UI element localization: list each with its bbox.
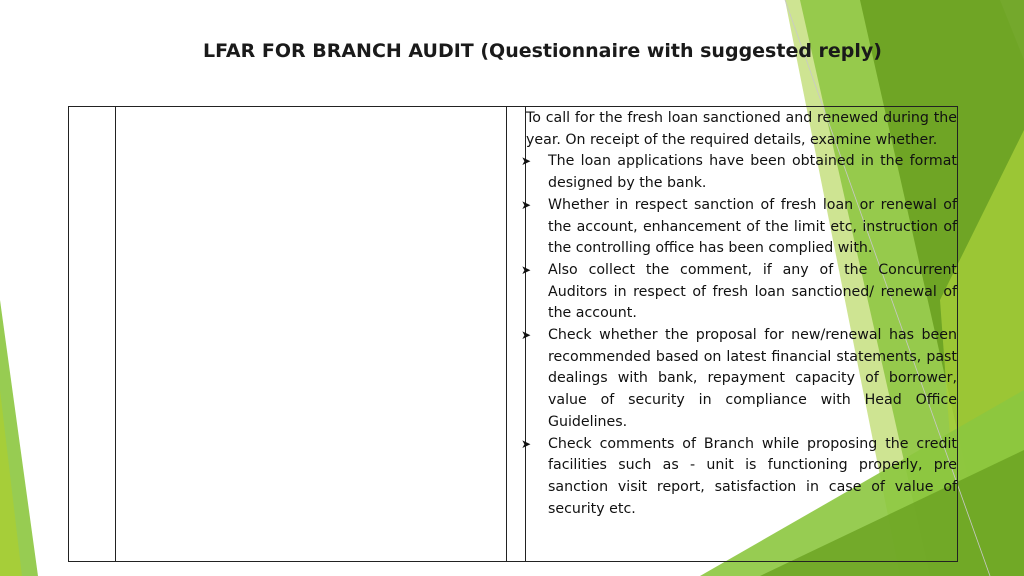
list-item: [521, 260, 957, 325]
list-item: [521, 151, 957, 194]
point-text: Check comments of Branch while proposing the credit facilities such as - unit is functioning properly, pre sanction visit report, satisfaction in case of value of security etc.: [548, 435, 957, 517]
point-text: Whether in respect sanction of fresh loan or renewal of the account, enhancement of the limit etc, instruction of the controlling office has been complied with.: [548, 196, 957, 257]
list-item: [521, 195, 957, 260]
arrow-bullet-icon: ➤: [521, 328, 532, 343]
point-text: Also collect the comment, if any of the Concurrent Auditors in respect of fresh loan sanctioned/ renewal of the account.: [548, 261, 957, 322]
list-item: [521, 325, 957, 434]
point-text: The loan applications have been obtained in the format designed by the bank.: [548, 153, 957, 192]
arrow-bullet-icon: ➤: [521, 197, 532, 212]
intro-text: To call for the fresh loan sanctioned and renewed during the year. On receipt of the required details, examine whether.: [526, 110, 957, 148]
arrow-bullet-icon: ➤: [521, 436, 532, 451]
point-text: Check whether the proposal for new/renewal has been recommended based on latest financial statements, past dealings with bank, repayment capacity of borrower, value of security in compliance with Head Office Guidelines.: [548, 327, 957, 430]
arrow-bullet-icon: ➤: [521, 154, 532, 169]
table-row: [69, 107, 958, 562]
list-item: [521, 434, 957, 521]
points-list: [521, 151, 957, 520]
arrow-bullet-icon: ➤: [521, 262, 532, 277]
questionnaire-table: [68, 106, 958, 562]
serial-cell: [69, 107, 116, 562]
page-title: LFAR FOR BRANCH AUDIT (Questionnaire with suggested reply): [203, 40, 882, 62]
question-cell: [116, 107, 507, 562]
suggested-reply-cell: [521, 107, 958, 562]
